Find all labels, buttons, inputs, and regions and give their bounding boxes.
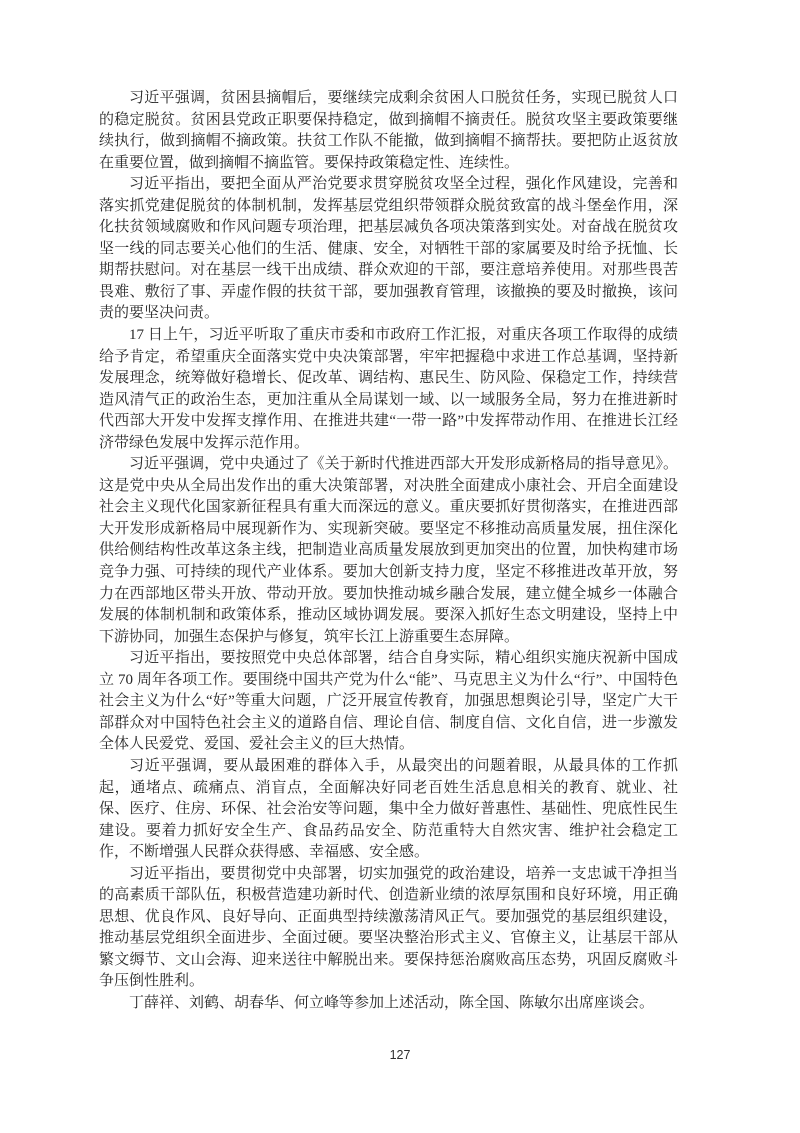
paragraph-2: 习近平指出，要把全面从严治党要求贯穿脱贫攻坚全过程，强化作风建设，完善和落实抓党建促脱贫的体制机制，发挥基层党组织带领群众脱贫致富的战斗堡垒作用，深化扶贫领域腐败和作风问题专项治理，把基层减负各项决策落到实处。对奋战在脱贫攻坚一线的同志要关心他们的生活、健康、安全，对牺牲干部的家属要及时给予抚恤、长期帮扶慰问。对在基层一线干出成绩、群众欢迎的干部，要注意培养使用。对那些畏苦畏难、敷衍了事、弄虚作假的扶贫干部，要加强教育管理，该撤换的要及时撤换，该问责的要坚决问责。 (99, 176, 678, 322)
page-number: 127 (389, 1048, 411, 1062)
paragraph-6: 习近平强调，要从最困难的群体入手，从最突出的问题着眼，从最具体的工作抓起，通堵点、疏痛点、消盲点，全面解决好同老百姓生活息息相关的教育、就业、社保、医疗、住房、环保、社会治安等问题，集中全力做好普惠性、基础性、兜底性民生建设。要着力抓好安全生产、食品药品安全、防范重特大自然灾害、维护社会稳定工作，不断增强人民群众获得感、幸福感、安全感。 (99, 757, 678, 861)
paragraph-4: 习近平强调，党中央通过了《关于新时代推进西部大开发形成新格局的指导意见》。这是党中央从全局出发作出的重大决策部署，对决胜全面建成小康社会、开启全面建设社会主义现代化国家新征程具有重大而深远的意义。重庆要抓好贯彻落实，在推进西部大开发形成新格局中展现新作为、实现新突破。要坚定不移推动高质量发展，扭住深化供给侧结构性改革这条主线，把制造业高质量发展放到更加突出的位置，加快构建市场竞争力强、可持续的现代产业体系。要加大创新支持力度，坚定不移推进改革开放，努力在西部地区带头开放、带动开放。要加快推动城乡融合发展，建立健全城乡一体融合发展的体制机制和政策体系，推动区域协调发展。要深入抓好生态文明建设，坚持上中下游协同，加强生态保护与修复，筑牢长江上游重要生态屏障。 (99, 456, 678, 645)
article-body (99, 88, 678, 1015)
paragraph-7: 习近平指出，要贯彻党中央部署，切实加强党的政治建设，培养一支忠诚干净担当的高素质干部队伍，积极营造建功新时代、创造新业绩的浓厚氛围和良好环境，用正确思想、优良作风、良好导向、正面典型持续激荡清风正气。要加强党的基层组织建设，推动基层党组织全面进步、全面过硬。要坚决整治形式主义、官僚主义，让基层干部从繁文缛节、文山会海、迎来送往中解脱出来。要保持惩治腐败高压态势，巩固反腐败斗争压倒性胜利。 (99, 865, 678, 990)
page-footer (0, 1046, 800, 1064)
paragraph-8: 丁薛祥、刘鹤、胡春华、何立峰等参加上述活动，陈全国、陈敏尔出席座谈会。 (129, 994, 655, 1011)
paragraph-1: 习近平强调，贫困县摘帽后，要继续完成剩余贫困人口脱贫任务，实现已脱贫人口的稳定脱贫。贫困县党政正职要保持稳定，做到摘帽不摘责任。脱贫攻坚主要政策要继续执行，做到摘帽不摘政策。扶贫工作队不能撤，做到摘帽不摘帮扶。要把防止返贫放在重要位置，做到摘帽不摘监管。要保持政策稳定性、连续性。 (99, 90, 678, 171)
paragraph-5: 习近平指出，要按照党中央总体部署，结合自身实际，精心组织实施庆祝新中国成立 70 周年各项工作。要围绕中国共产党为什么“能”、马克思主义为什么“行”、中国特色社会主义为什么“好”等重大问题，广泛开展宣传教育，加强思想舆论引导，坚定广大干部群众对中国特色社会主义的道路自信、理论自信、制度自信、文化自信，进一步激发全体人民爱党、爱国、爱社会主义的巨大热情。 (99, 650, 678, 753)
paragraph-3: 17 日上午，习近平听取了重庆市委和市政府工作汇报，对重庆各项工作取得的成绩给予肯定，希望重庆全面落实党中央决策部署，牢牢把握稳中求进工作总基调，坚持新发展理念，统筹做好稳增长、促改革、调结构、惠民生、防风险、保稳定工作，持续营造风清气正的政治生态，更加注重从全局谋划一域、以一域服务全局，努力在推进新时代西部大开发中发挥支撑作用、在推进共建“一带一路”中发挥带动作用、在推进长江经济带绿色发展中发挥示范作用。 (99, 327, 678, 451)
